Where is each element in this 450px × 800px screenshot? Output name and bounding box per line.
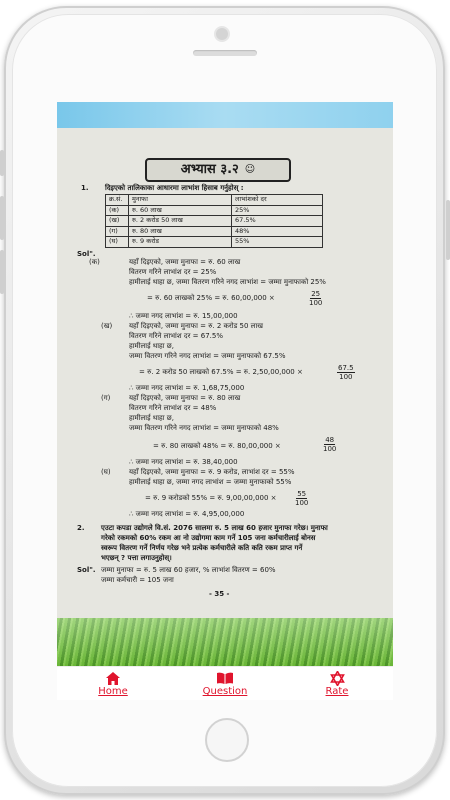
table-cell: रु. 9 करोड bbox=[129, 237, 232, 248]
profit-table bbox=[105, 194, 323, 248]
denominator: 100 bbox=[295, 499, 309, 507]
table-row bbox=[106, 205, 323, 216]
nav-question[interactable] bbox=[169, 667, 281, 700]
solution-line: हामीलाई थाहा छ, bbox=[129, 342, 174, 350]
nav-question-label: Question bbox=[202, 686, 248, 697]
reading-figure-icon: ☺ bbox=[244, 164, 256, 176]
denominator: 100 bbox=[309, 299, 323, 307]
table-header: लाभांशको दर bbox=[232, 195, 323, 206]
table-row bbox=[106, 237, 323, 248]
table-cell: 67.5% bbox=[232, 216, 323, 227]
solution-line: = रु. 60 लाखको 25% = रु. 60,00,000 × bbox=[147, 294, 275, 302]
star-of-david-icon bbox=[330, 671, 345, 685]
textbook-page-image[interactable] bbox=[57, 128, 393, 618]
solution-line: जम्मा वितरण गरिने नगद लाभांश = जम्मा मुनाफाको 67.5% bbox=[129, 352, 286, 360]
part-label: (क) bbox=[89, 258, 100, 266]
part-label: (घ) bbox=[101, 468, 111, 476]
nav-home[interactable] bbox=[57, 667, 169, 700]
solution-line: हामीलाई थाहा छ, bbox=[129, 414, 174, 422]
table-header: मुनाफा bbox=[129, 195, 232, 206]
nav-rate-label: Rate bbox=[325, 686, 349, 697]
volume-down-button bbox=[0, 250, 4, 294]
solution-line: जम्मा कर्मचारी = 105 जना bbox=[101, 576, 174, 584]
q2-line: स्वरूप वितरण गर्ने निर्णय गरेछ भने प्रत्येक कर्मचारीले कति कति रकम प्राप्त गर्ने bbox=[101, 544, 303, 552]
table-cell: (घ) bbox=[106, 237, 129, 248]
table-cell: रु. 60 लाख bbox=[129, 205, 232, 216]
solution-label: Sol". bbox=[77, 250, 96, 258]
q2-line: गरेको रकमको 60% रकम आ नो उद्योगमा काम गर्ने 105 जना कर्मचारीलाई बोनस bbox=[101, 534, 316, 542]
fraction bbox=[337, 364, 355, 381]
solution-line: हामीलाई थाहा छ, जम्मा नगद लाभांश = जम्मा मुनाफाको 55% bbox=[129, 478, 292, 486]
q2-number: 2. bbox=[77, 524, 85, 532]
exercise-title bbox=[145, 158, 291, 182]
table-cell: (ख) bbox=[106, 216, 129, 227]
q2-line: एउटा कपडा उद्योगले वि.सं. 2076 सालमा रु. 5 लाख 60 हजार मुनाफा गरेछ। मुनाफा bbox=[101, 524, 328, 532]
table-cell: 25% bbox=[232, 205, 323, 216]
solution-line: जम्मा वितरण गरिने नगद लाभांश = जम्मा मुनाफाको 48% bbox=[129, 424, 279, 432]
q1-prompt: दिइएको तालिकाका आधारमा लाभांश हिसाब गर्नुहोस् : bbox=[105, 184, 244, 192]
result-line: ∴ जम्मा नगद लाभांश = रु. 4,95,00,000 bbox=[129, 510, 245, 518]
book-icon bbox=[216, 671, 234, 685]
fraction bbox=[309, 290, 322, 307]
numerator: 48 bbox=[325, 436, 335, 444]
table-row bbox=[106, 216, 323, 227]
solution-line: = रु. 9 करोडको 55% = रु. 9,00,00,000 × bbox=[145, 494, 277, 502]
solution-line: वितरण गरिने लाभांश दर = 48% bbox=[129, 404, 217, 412]
table-row bbox=[106, 226, 323, 237]
table-cell: (क) bbox=[106, 205, 129, 216]
part-label: (ग) bbox=[101, 394, 111, 402]
table-header: क्र.सं. bbox=[106, 195, 129, 206]
app-screen bbox=[57, 102, 393, 700]
solution-label: Sol". bbox=[77, 566, 96, 574]
part-label: (ख) bbox=[101, 322, 113, 330]
exercise-title-text: अभ्यास ३.२ bbox=[180, 162, 239, 178]
volume-up-button bbox=[0, 196, 4, 240]
solution-line: हामीलाई थाहा छ, जम्मा वितरण गरिने नगद लाभांश = जम्मा मुनाफाको 25% bbox=[129, 278, 326, 286]
solution-line: = रु. 80 लाखको 48% = रु. 80,00,000 × bbox=[153, 442, 281, 450]
grass-banner bbox=[57, 618, 393, 666]
result-line: ∴ जम्मा नगद लाभांश = रु. 15,00,000 bbox=[129, 312, 238, 320]
fraction bbox=[295, 490, 308, 507]
solution-line: वितरण गरिने लाभांश दर = 67.5% bbox=[129, 332, 223, 340]
home-icon bbox=[106, 671, 120, 685]
power-button bbox=[446, 200, 450, 260]
front-camera bbox=[216, 28, 228, 40]
mute-switch bbox=[0, 150, 4, 176]
denominator: 100 bbox=[339, 373, 353, 381]
solution-line: यहाँ दिइएको, जम्मा मुनाफा = रु. 80 लाख bbox=[129, 394, 241, 402]
nav-home-label: Home bbox=[98, 686, 128, 697]
sky-banner bbox=[57, 102, 393, 128]
solution-line: यहाँ दिइएको, जम्मा मुनाफा = रु. 9 करोड, लाभांश दर = 55% bbox=[129, 468, 295, 476]
table-cell: 48% bbox=[232, 226, 323, 237]
numerator: 25 bbox=[311, 290, 321, 298]
earpiece-speaker bbox=[193, 50, 257, 56]
table-cell: (ग) bbox=[106, 226, 129, 237]
numerator: 67.5 bbox=[338, 364, 354, 372]
table-cell: रु. 80 लाख bbox=[129, 226, 232, 237]
result-line: ∴ जम्मा नगद लाभांश = रु. 1,68,75,000 bbox=[129, 384, 245, 392]
home-hardware-button[interactable] bbox=[205, 718, 249, 762]
bottom-navigation bbox=[57, 666, 393, 700]
q1-number: 1. bbox=[81, 184, 89, 192]
nav-rate[interactable] bbox=[281, 667, 393, 700]
page-number: - 35 - bbox=[209, 590, 230, 598]
q2-line: भएछन् ? पत्ता लगाउनुहोस्। bbox=[101, 554, 172, 562]
solution-line: यहाँ दिइएको, जम्मा मुनाफा = रु. 60 लाख bbox=[129, 258, 241, 266]
numerator: 55 bbox=[297, 490, 307, 498]
table-cell: 55% bbox=[232, 237, 323, 248]
table-header-row bbox=[106, 195, 323, 206]
denominator: 100 bbox=[323, 445, 337, 453]
solution-line: जम्मा मुनाफा = रु. 5 लाख 60 हजार, % लाभांश वितरण = 60% bbox=[101, 566, 276, 574]
result-line: ∴ जम्मा नगद लाभांश = रु. 38,40,000 bbox=[129, 458, 238, 466]
solution-line: वितरण गरिने लाभांश दर = 25% bbox=[129, 268, 217, 276]
fraction bbox=[323, 436, 336, 453]
table-cell: रु. 2 करोड 50 लाख bbox=[129, 216, 232, 227]
solution-line: = रु. 2 करोड 50 लाखको 67.5% = रु. 2,50,00,000 × bbox=[139, 368, 303, 376]
solution-line: यहाँ दिइएको, जम्मा मुनाफा = रु. 2 करोड 50 लाख bbox=[129, 322, 263, 330]
